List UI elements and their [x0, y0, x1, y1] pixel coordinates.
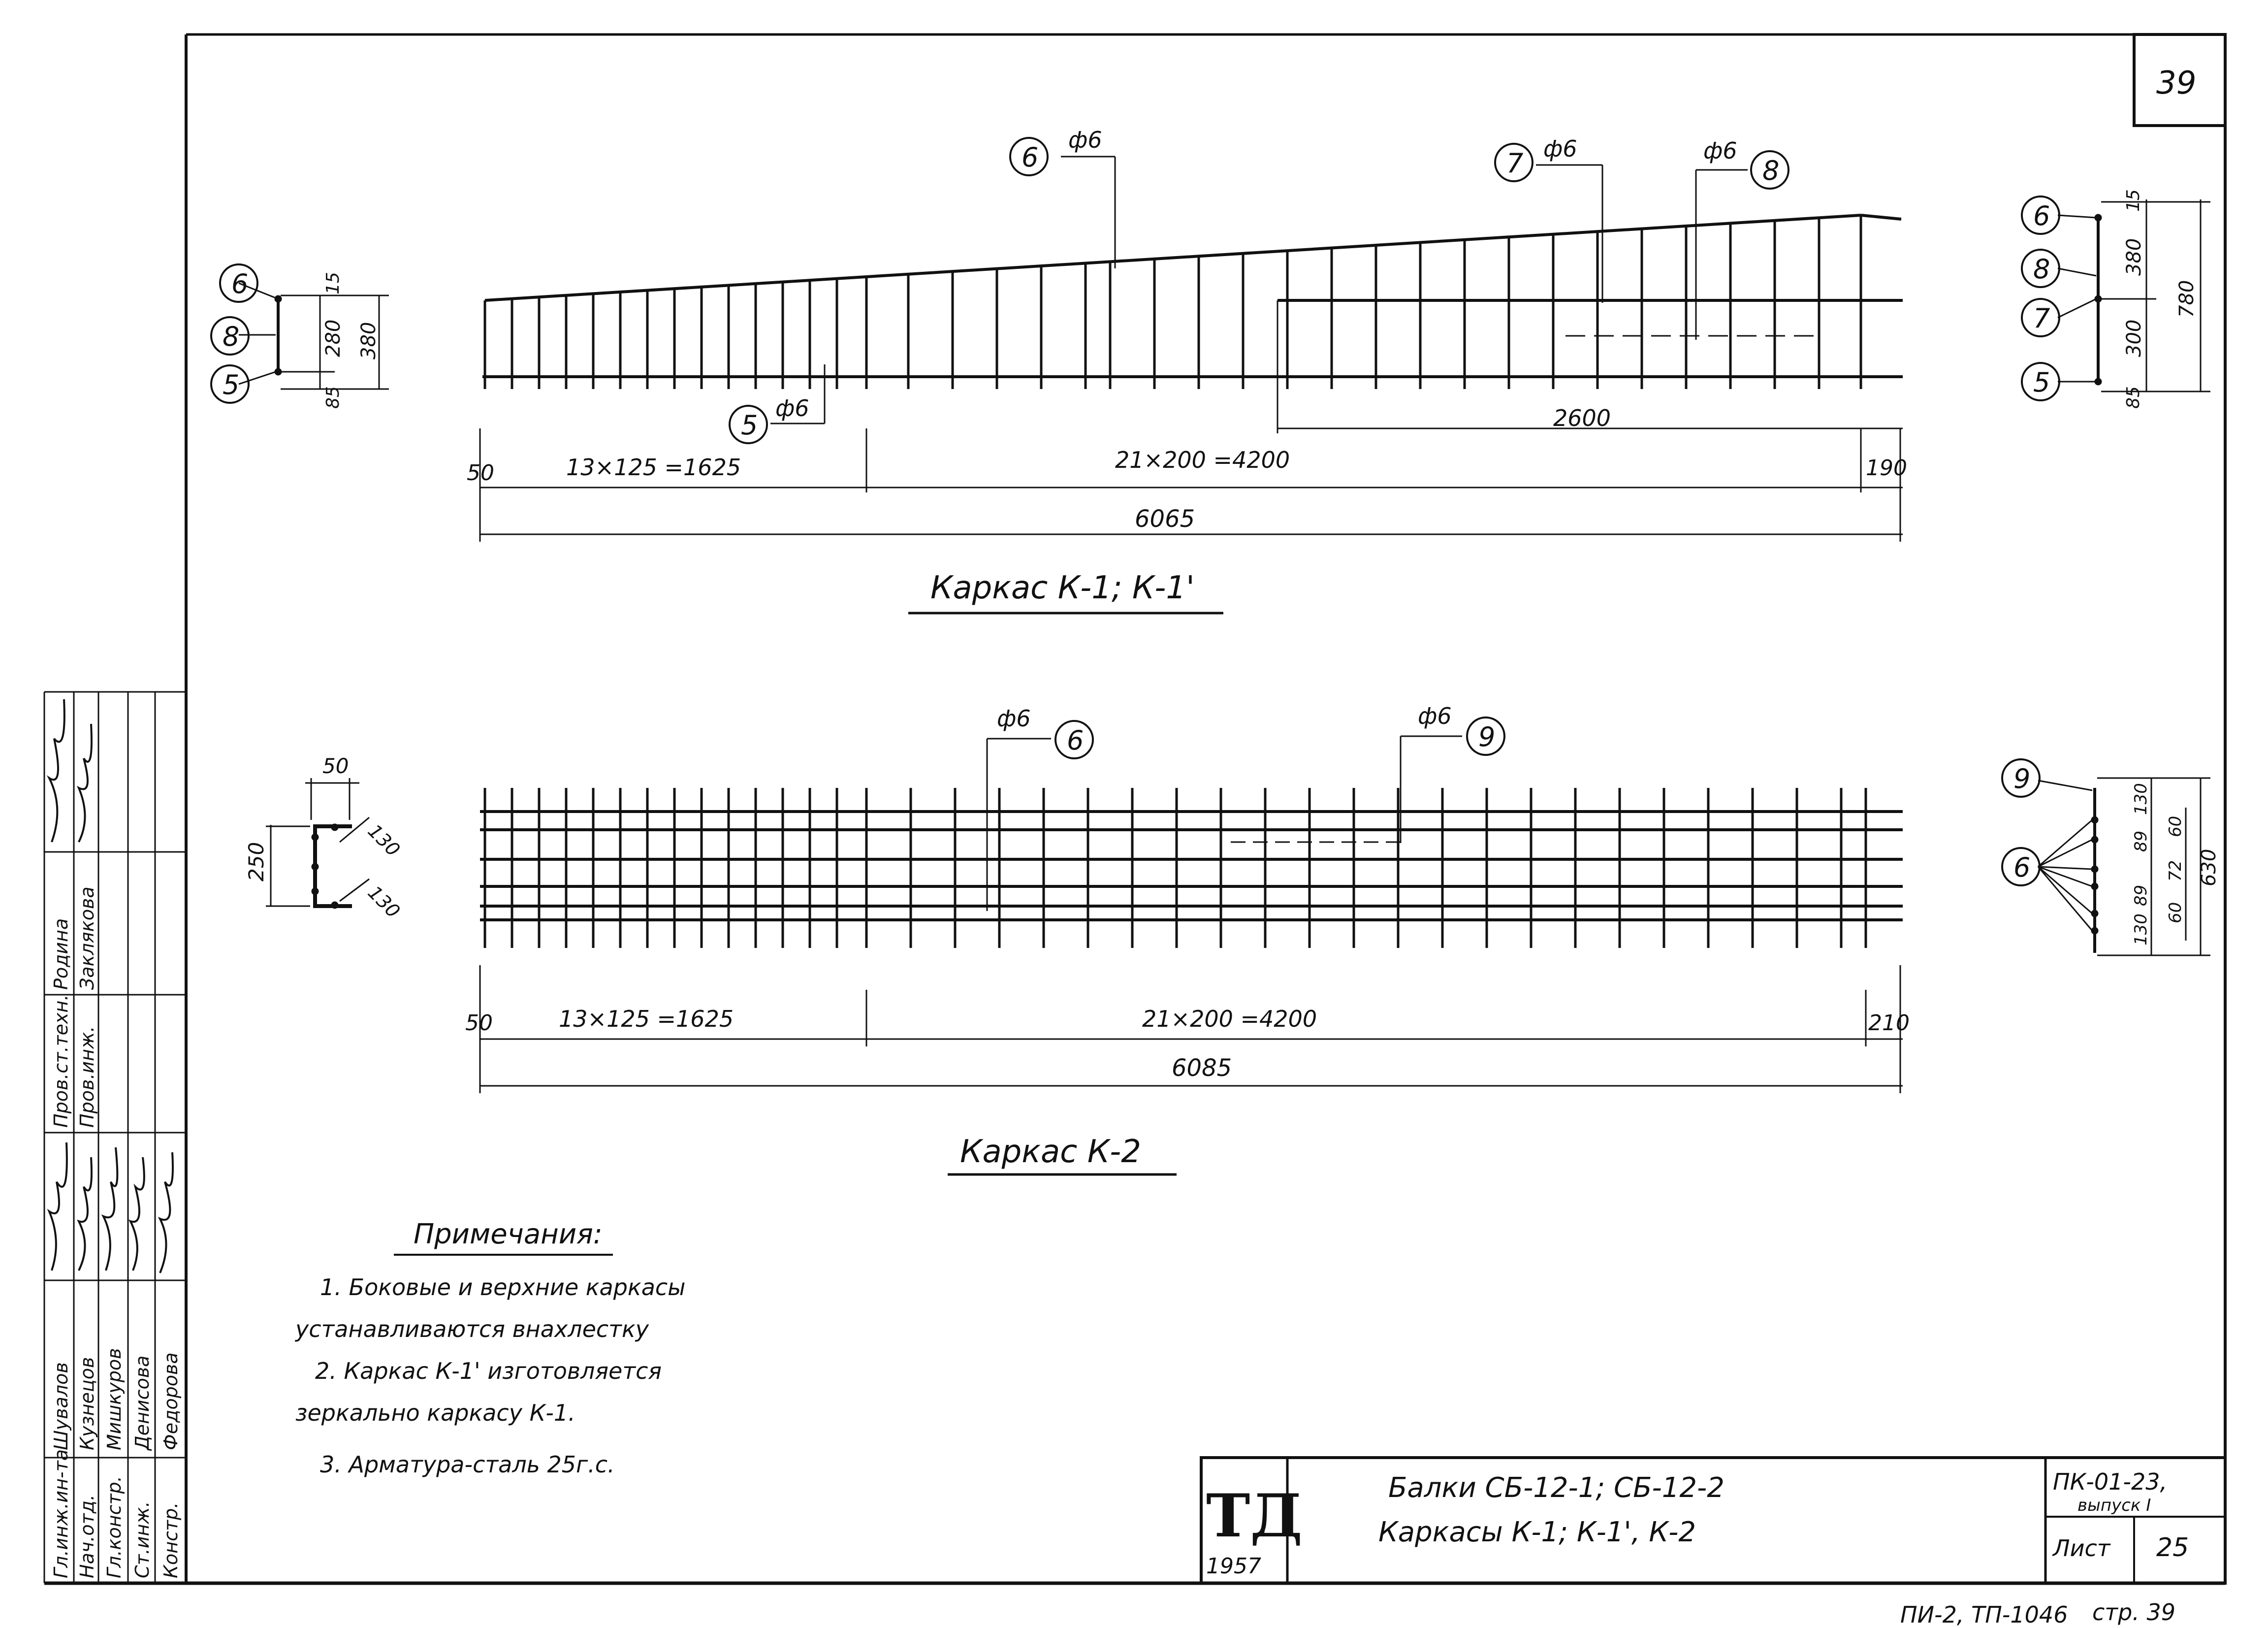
svg-text:Лист: Лист — [2053, 1535, 2110, 1562]
svg-text:ф6: ф6 — [1068, 127, 1102, 153]
svg-text:60: 60 — [2166, 815, 2185, 837]
frame-k2-title — [948, 1134, 1177, 1174]
svg-text:Каркас К-2: Каркас К-2 — [960, 1134, 1141, 1170]
frame-k1-drawing — [480, 157, 1903, 542]
svg-text:ф6: ф6 — [1418, 703, 1452, 729]
svg-text:7: 7 — [2033, 303, 2050, 334]
svg-text:Каркас К-1; К-1': Каркас К-1; К-1' — [930, 570, 1195, 606]
svg-text:72: 72 — [2166, 860, 2185, 881]
section-k2-right — [2002, 759, 2210, 955]
svg-text:Пров.инж.: Пров.инж. — [76, 1026, 98, 1128]
svg-text:130: 130 — [2131, 783, 2151, 815]
svg-text:15: 15 — [323, 272, 343, 294]
section-k1-left-labels — [223, 268, 380, 409]
svg-text:6: 6 — [2013, 852, 2031, 883]
svg-text:89: 89 — [2131, 884, 2151, 906]
svg-text:60: 60 — [2166, 902, 2185, 923]
callout-k2-9 — [1418, 703, 1504, 755]
sheet-frame — [44, 34, 2225, 1583]
svg-text:Нач.отд.: Нач.отд. — [76, 1494, 98, 1578]
title-line-1: Балки СБ-12-1; СБ-12-2 — [1388, 1472, 1725, 1504]
svg-text:25: 25 — [2156, 1533, 2189, 1563]
svg-text:8: 8 — [1762, 155, 1780, 186]
svg-text:380: 380 — [357, 322, 380, 359]
svg-text:130: 130 — [363, 820, 405, 861]
svg-text:380: 380 — [2123, 238, 2145, 276]
svg-text:15: 15 — [2123, 189, 2143, 212]
notes — [294, 1218, 686, 1478]
svg-text:выпуск I: выпуск I — [2077, 1496, 2151, 1515]
svg-text:50: 50 — [322, 754, 349, 778]
svg-text:300: 300 — [2123, 319, 2145, 357]
callout-k1-6 — [1010, 127, 1102, 175]
svg-text:6065: 6065 — [1135, 505, 1195, 533]
callout-k1-7 — [1495, 135, 1577, 181]
svg-text:780: 780 — [2175, 280, 2198, 318]
svg-text:2600: 2600 — [1553, 405, 1611, 431]
svg-text:8: 8 — [223, 321, 240, 352]
svg-text:Федорова: Федорова — [160, 1352, 182, 1450]
svg-text:Мишкуров: Мишкуров — [103, 1348, 125, 1450]
svg-text:6: 6 — [231, 268, 249, 299]
note-line: 3. Арматура-сталь 25г.с. — [320, 1451, 615, 1478]
svg-text:21×200 =4200: 21×200 =4200 — [1142, 1006, 1317, 1032]
svg-text:6: 6 — [2033, 200, 2050, 231]
svg-text:85: 85 — [2123, 386, 2143, 409]
footer — [1900, 1599, 2175, 1628]
note-line: устанавливаются внахлестку — [295, 1316, 649, 1342]
svg-text:Ст.инж.: Ст.инж. — [131, 1501, 153, 1578]
svg-text:21×200 =4200: 21×200 =4200 — [1115, 447, 1290, 473]
svg-text:8: 8 — [2033, 254, 2050, 285]
svg-text:5: 5 — [741, 410, 758, 441]
svg-text:210: 210 — [1868, 1010, 1910, 1036]
svg-text:Родина: Родина — [50, 918, 72, 990]
callout-k2-6 — [997, 705, 1093, 758]
svg-text:ф6: ф6 — [775, 395, 809, 422]
svg-text:Шувалов: Шувалов — [50, 1362, 72, 1450]
svg-text:13×125 =1625: 13×125 =1625 — [559, 1006, 734, 1032]
svg-text:9: 9 — [2013, 763, 2031, 794]
svg-text:89: 89 — [2131, 830, 2151, 852]
svg-text:Гл.инж.ин-та: Гл.инж.ин-та — [50, 1449, 72, 1578]
logo: ТД — [1206, 1481, 1303, 1551]
svg-text:6: 6 — [1022, 142, 1039, 173]
page-number-box — [2134, 34, 2225, 126]
section-k2-left-labels — [244, 754, 404, 922]
svg-text:ф6: ф6 — [997, 705, 1031, 732]
svg-text:1957: 1957 — [1206, 1554, 1261, 1579]
title-line-2: Каркасы К-1; К-1', К-2 — [1378, 1516, 1696, 1548]
svg-text:250: 250 — [244, 842, 268, 881]
page-number: 39 — [2156, 65, 2197, 101]
svg-text:ф6: ф6 — [1543, 135, 1577, 162]
svg-text:85: 85 — [323, 386, 343, 409]
svg-text:9: 9 — [1478, 721, 1496, 752]
notes-heading: Примечания: — [414, 1218, 603, 1250]
section-k2-left — [266, 778, 369, 909]
svg-text:5: 5 — [223, 369, 240, 400]
svg-text:6085: 6085 — [1172, 1054, 1232, 1082]
svg-text:Кузнецов: Кузнецов — [76, 1357, 98, 1450]
note-line: 1. Боковые и верхние каркасы — [320, 1274, 686, 1301]
frame-k1-title — [908, 570, 1223, 613]
svg-text:130: 130 — [2131, 913, 2151, 945]
svg-text:Пров.ст.техн.: Пров.ст.техн. — [50, 994, 72, 1128]
signature-texts — [50, 886, 182, 1578]
section-k2-right-labels — [2013, 763, 2220, 945]
svg-text:Констр.: Констр. — [160, 1502, 182, 1578]
title-block-texts — [1206, 1468, 2189, 1579]
svg-text:Заклякова: Заклякова — [76, 886, 98, 990]
note-line: зеркально каркасу К-1. — [295, 1400, 575, 1426]
frame-k2-dimensions — [465, 1006, 1910, 1082]
svg-text:7: 7 — [1506, 148, 1524, 179]
svg-text:ПИ-2, ТП-1046: ПИ-2, ТП-1046 — [1900, 1601, 2068, 1628]
svg-text:130: 130 — [363, 881, 405, 922]
svg-text:ПК-01-23,: ПК-01-23, — [2053, 1468, 2168, 1495]
svg-text:630: 630 — [2198, 848, 2220, 886]
frame-k2-drawing — [480, 736, 1903, 1093]
svg-text:Гл.констр.: Гл.констр. — [103, 1476, 125, 1578]
svg-text:5: 5 — [2033, 367, 2050, 398]
svg-text:13×125 =1625: 13×125 =1625 — [566, 454, 741, 481]
svg-text:Денисова: Денисова — [131, 1355, 153, 1450]
svg-text:50: 50 — [465, 1010, 493, 1036]
svg-text:ф6: ф6 — [1703, 137, 1737, 164]
svg-text:50: 50 — [467, 460, 494, 486]
note-line: 2. Каркас К-1' изготовляется — [315, 1358, 662, 1384]
callout-k1-8 — [1703, 137, 1789, 189]
svg-text:280: 280 — [322, 319, 345, 357]
svg-text:стр. 39: стр. 39 — [2092, 1599, 2176, 1626]
callout-k1-5 — [730, 395, 809, 443]
svg-text:6: 6 — [1067, 725, 1084, 756]
svg-text:190: 190 — [1866, 456, 1907, 481]
frame-k1-dimensions — [467, 405, 1907, 533]
